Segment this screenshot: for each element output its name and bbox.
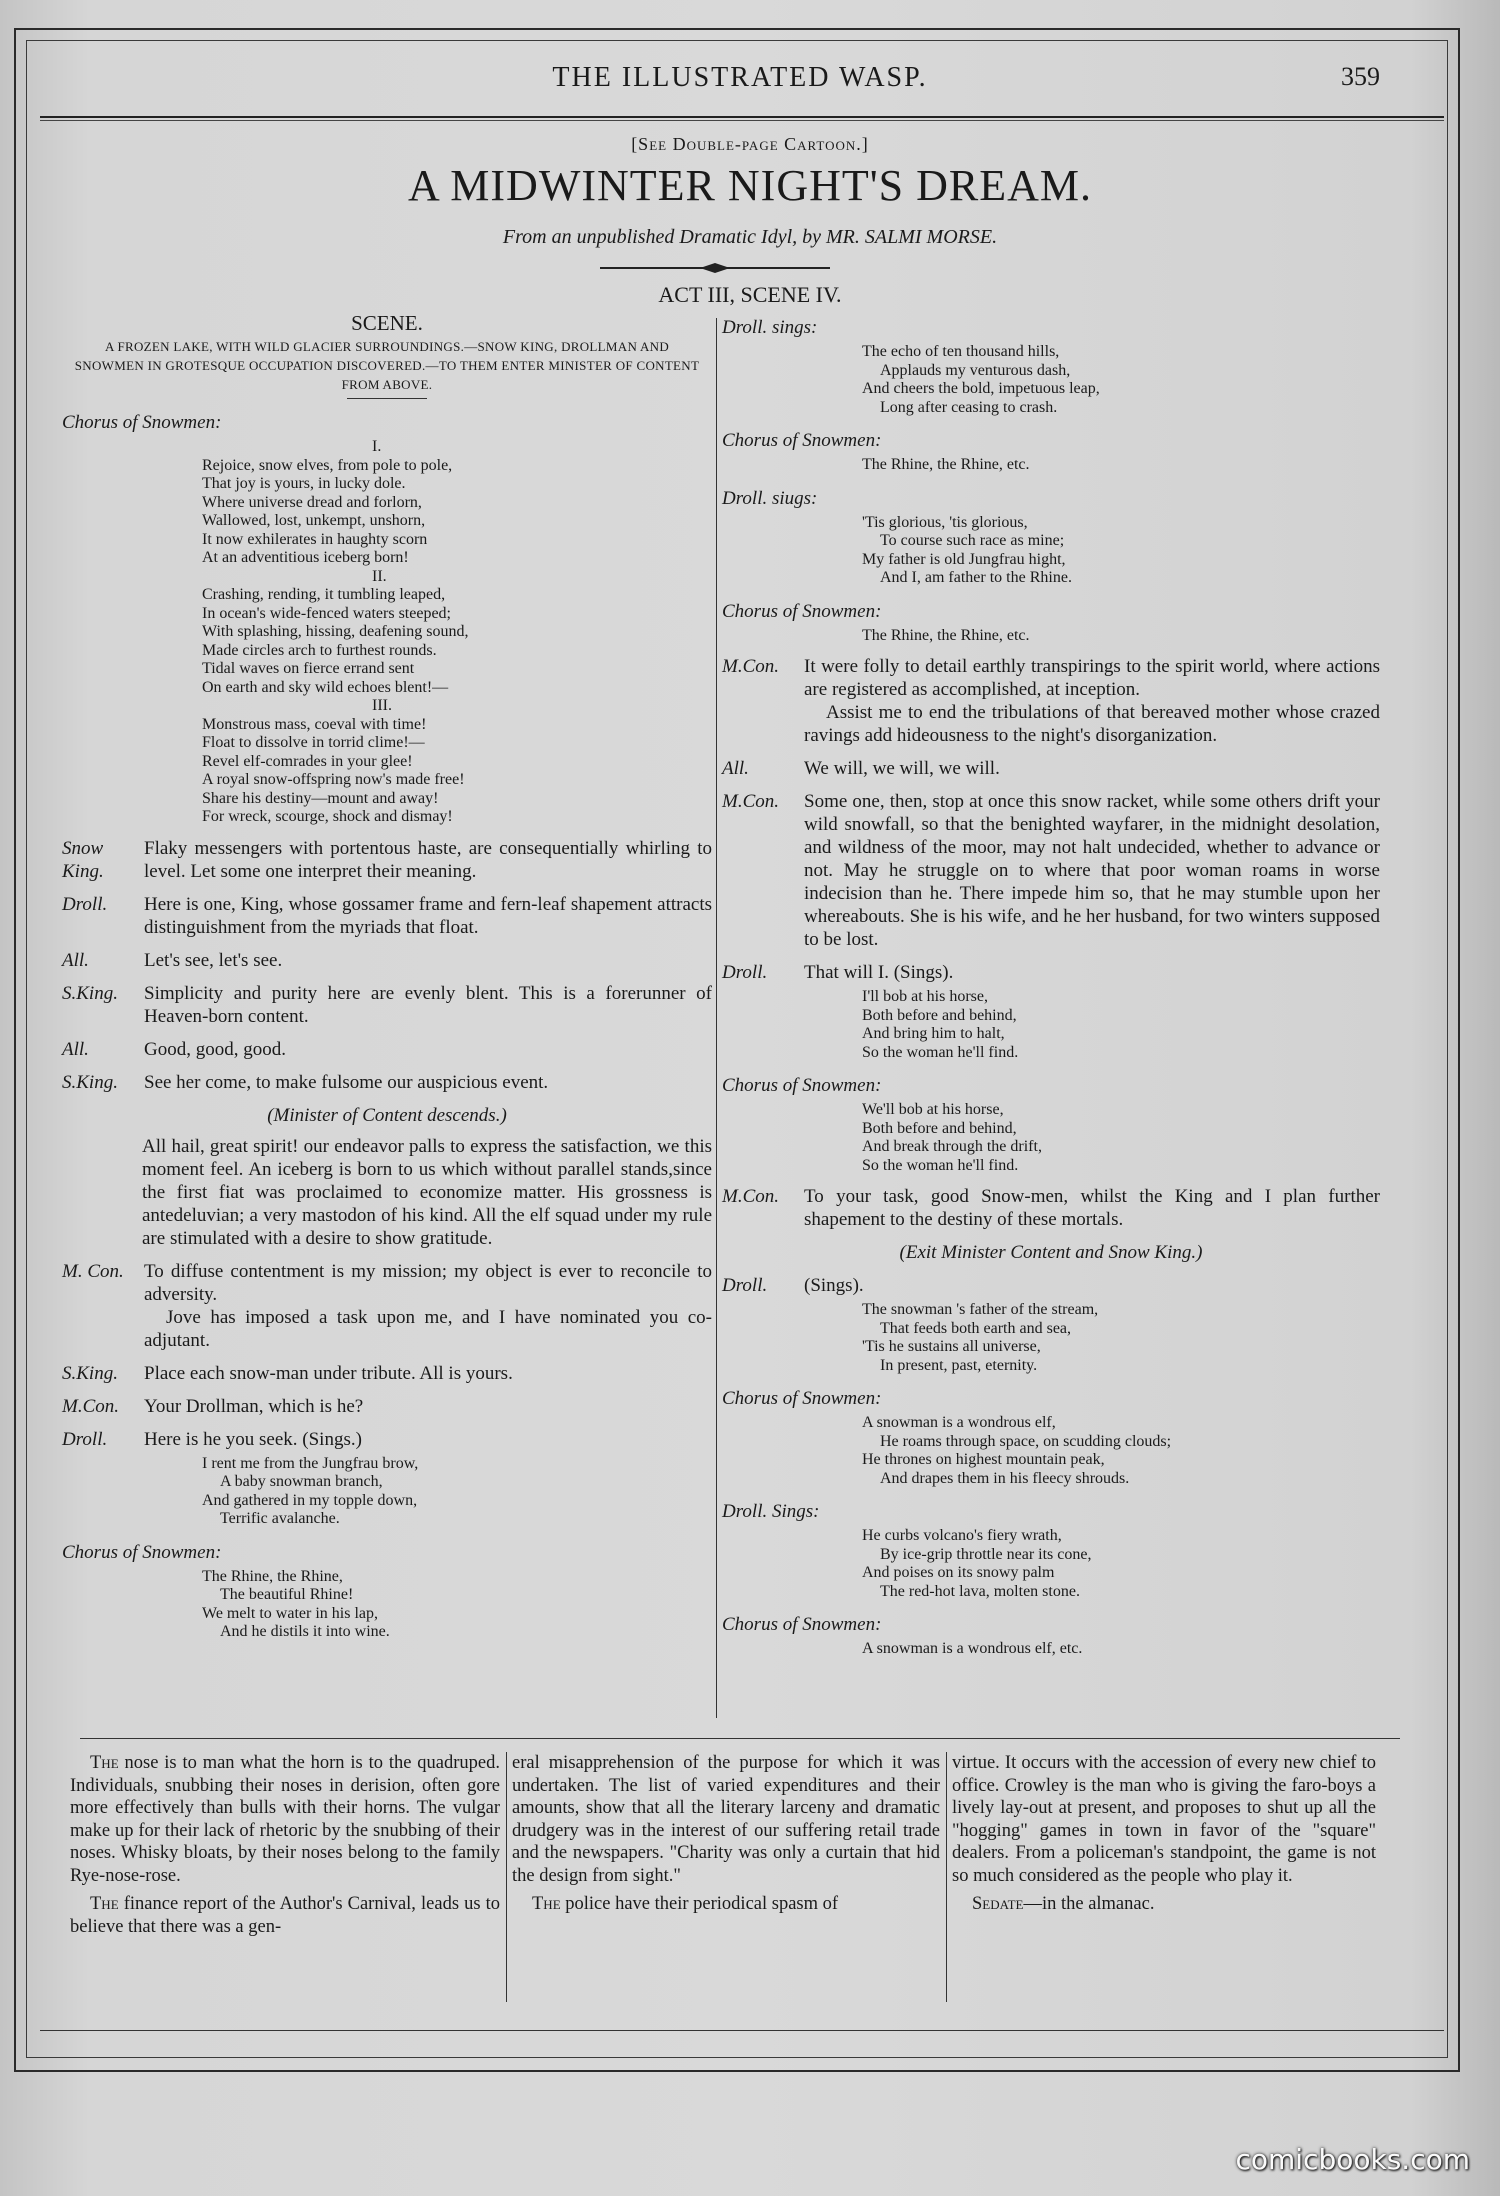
speech-text: Let's see, let's see. bbox=[144, 949, 283, 971]
paragraph-text: virtue. It occurs with the accession of every new chief to office. Crowley is the man who is giving the faro-boys a lively lay-out at present, and proposes to shut up all the "hogging" games in town in favor of the "square" dealers. From a policeman's standpoint, the game is not so much considered as the people who play it. bbox=[952, 1753, 1376, 1886]
speech-text: See her come, to make fulsome our auspicious event. bbox=[144, 1071, 549, 1093]
left-column bbox=[62, 312, 712, 1642]
verse-block bbox=[862, 343, 1380, 417]
verse-line: The echo of ten thousand hills, bbox=[862, 343, 1060, 360]
speech bbox=[62, 1395, 712, 1418]
paragraph-text: —in the almanac. bbox=[1023, 1894, 1155, 1914]
verse-line: Rejoice, snow elves, from pole to pole, bbox=[202, 456, 453, 474]
speech-text: It were folly to detail earthly transpirings to the spirit world, where actions are registered as accomplished, at inception. bbox=[804, 656, 1380, 700]
verse-block bbox=[862, 456, 1380, 475]
verse-line: That joy is yours, in lucky dole. bbox=[202, 475, 406, 492]
speech-text: (Sings). bbox=[804, 1275, 864, 1296]
verse-line: That feeds both earth and sea, bbox=[880, 1319, 1072, 1337]
verse-line: Terrific avalanche. bbox=[220, 1510, 340, 1527]
paragraph-column bbox=[512, 1752, 940, 1916]
verse-block bbox=[862, 1414, 1380, 1488]
speech bbox=[722, 790, 1380, 951]
lead-word: The bbox=[90, 1894, 119, 1914]
speech bbox=[722, 1185, 1380, 1231]
verse-line: He roams through space, on scudding clouds; bbox=[880, 1432, 1172, 1450]
speaker-label: Droll. sings: bbox=[722, 317, 818, 338]
speech-text: All hail, great spirit! our endeavor palls to express the satisfaction, we this moment feel. An iceberg is born to us which without parallel stands,since the first fiat was proclaimed to economize matter. His grossness is antedeluvian; a very mastodon of his kind. All the elf squad under my rule are stimulated with a desire to show gratitude. bbox=[142, 1135, 712, 1249]
ornament-divider bbox=[600, 262, 830, 274]
right-column bbox=[722, 316, 1380, 1659]
verse-line: And gathered in my topple down, bbox=[202, 1491, 418, 1509]
verse-line: And he distils it into wine. bbox=[220, 1623, 390, 1640]
masthead-rule-thin bbox=[40, 120, 1444, 121]
verse-line: For wreck, scourge, shock and dismay! bbox=[202, 808, 453, 825]
verse-line: In present, past, eternity. bbox=[880, 1356, 1038, 1374]
verse-line: III. bbox=[372, 697, 392, 714]
short-rule bbox=[347, 398, 427, 399]
verse-line: Wallowed, lost, unkempt, unshorn, bbox=[202, 512, 426, 529]
speaker: All. bbox=[722, 758, 749, 779]
speaker: M.Con. bbox=[722, 656, 779, 677]
verse-line: I rent me from the Jungfrau brow, bbox=[202, 1454, 419, 1472]
speech-text: That will I. (Sings). bbox=[804, 962, 954, 983]
speaker: S.King. bbox=[62, 1362, 118, 1384]
speaker: Droll. bbox=[62, 893, 108, 915]
speech-text: Here is he you seek. (Sings.) bbox=[144, 1428, 362, 1450]
speech-text: To your task, good Snow-men, whilst the King and I plan further shapement to the destiny of these mortals. bbox=[804, 1186, 1380, 1230]
verse-line: Crashing, rending, it tumbling leaped, bbox=[202, 586, 446, 603]
verse-line: Both before and behind, bbox=[862, 1006, 1017, 1024]
verse-line: We'll bob at his horse, bbox=[862, 1101, 1004, 1118]
paragraph-text: eral misapprehension of the purpose for which it was undertaken. The list of varied expenditures and their amounts, show that all the literary larceny and dramatic drudgery was in the interest of our suffering retail trade and the newspapers. "Charity was only a curtain that hid the design from sight." bbox=[512, 1753, 940, 1886]
lead-word: The bbox=[90, 1753, 119, 1773]
column-divider bbox=[716, 318, 717, 1718]
verse-block bbox=[202, 1568, 712, 1642]
masthead bbox=[40, 62, 1440, 102]
publication-title: THE ILLUSTRATED WASP. bbox=[552, 62, 928, 93]
verse-line: I'll bob at his horse, bbox=[862, 988, 988, 1005]
verse-line: A snowman is a wondrous elf, bbox=[862, 1414, 1056, 1431]
verse-line: Monstrous mass, coeval with time! bbox=[202, 715, 427, 733]
speaker: All. bbox=[62, 1038, 89, 1060]
speech-text: Your Drollman, which is he? bbox=[144, 1395, 364, 1417]
verse-line: A royal snow-offspring now's made free! bbox=[202, 771, 465, 788]
watermark: comicbooks.com bbox=[1235, 2143, 1470, 2176]
verse-block bbox=[862, 1527, 1380, 1601]
verse-block bbox=[202, 438, 712, 827]
speaker-label: Chorus of Snowmen: bbox=[722, 1075, 882, 1096]
speech-text: Flaky messengers with portentous haste, are consequentially whirling to level. Let some one interpret their meaning. bbox=[144, 837, 712, 882]
verse-line: So the woman he'll find. bbox=[862, 1043, 1019, 1061]
speech bbox=[62, 1260, 712, 1352]
verse-block bbox=[862, 1301, 1380, 1375]
speech bbox=[62, 1038, 712, 1061]
section-rule bbox=[80, 1738, 1400, 1739]
speech bbox=[62, 982, 712, 1028]
paragraph-text: nose is to man what the horn is to the quadruped. Individuals, snubbing their noses in derision, often gore more effectively than bulls with their horns. The vulgar make up for their lack of rhetoric by the snubbing of their noses. Whisky bloats, by their noses belong to the family Rye-nose-rose. bbox=[70, 1753, 500, 1886]
speaker: S.King. bbox=[62, 982, 118, 1004]
column-divider bbox=[946, 1752, 947, 2002]
verse-line: Long after ceasing to crash. bbox=[880, 398, 1058, 416]
verse-line: My father is old Jungfrau hight, bbox=[862, 550, 1066, 568]
verse-line: Tidal waves on fierce errand sent bbox=[202, 660, 415, 677]
speaker-label: Chorus of Snowmen: bbox=[722, 430, 882, 451]
verse-line: Both before and behind, bbox=[862, 1119, 1017, 1137]
verse-line: Float to dissolve in torrid clime!— bbox=[202, 734, 425, 751]
act-heading: ACT III, SCENE IV. bbox=[658, 282, 842, 307]
speaker-label: Droll. siugs: bbox=[722, 487, 818, 509]
bottom-rule bbox=[40, 2030, 1444, 2031]
speaker: M.Con. bbox=[722, 1186, 779, 1207]
speech bbox=[722, 757, 1380, 780]
paragraph-column bbox=[70, 1752, 500, 1938]
verse-line: Revel elf-comrades in your glee! bbox=[202, 752, 413, 770]
speech bbox=[62, 1428, 712, 1451]
speaker-label: Chorus of Snowmen: bbox=[722, 1388, 882, 1409]
lead-word: The bbox=[532, 1894, 561, 1914]
verse-line: At an adventitious iceberg born! bbox=[202, 549, 409, 566]
byline: From an unpublished Dramatic Idyl, by MR. SALMI MORSE. bbox=[502, 226, 998, 248]
verse-line: And I, am father to the Rhine. bbox=[880, 569, 1072, 586]
speech-text: Some one, then, stop at once this snow racket, while some others drift your wild snowfall, so that the benighted wayfarer, in the midnight desolation, and wildness of the moor, may not halt undecided, whether to advance or not. May he struggle on to where that poor woman roams in worse indecision than he. There impede him so, that he may stumble upon her whereabouts. She is his wife, and he her husband, for two winters supposed to be lost. bbox=[804, 791, 1380, 950]
verse-block bbox=[862, 1101, 1380, 1175]
paragraph-text: police have their periodical spasm of bbox=[565, 1894, 839, 1914]
lead-word: Sedate bbox=[972, 1894, 1024, 1914]
speaker: All. bbox=[62, 949, 89, 971]
verse-line: And bring him to halt, bbox=[862, 1025, 1005, 1042]
verse-line: 'Tis glorious, 'tis glorious, bbox=[862, 513, 1028, 531]
speech-text: Assist me to end the tribulations of that bereaved mother whose crazed ravings add hideousness to the night's disorganization. bbox=[804, 702, 1380, 746]
verse-line: A baby snowman branch, bbox=[220, 1473, 383, 1490]
verse-line: Share his destiny—mount and away! bbox=[202, 789, 439, 807]
speech bbox=[62, 1362, 712, 1385]
verse-line: Applauds my venturous dash, bbox=[880, 361, 1071, 379]
speaker: M.Con. bbox=[722, 791, 779, 812]
article-headline: A MIDWINTER NIGHT'S DREAM. bbox=[407, 161, 1093, 210]
verse-line: And poises on its snowy palm bbox=[862, 1564, 1055, 1581]
verse-line: The Rhine, the Rhine, etc. bbox=[862, 456, 1030, 473]
verse-line: And cheers the bold, impetuous leap, bbox=[862, 380, 1100, 397]
verse-line: A snowman is a wondrous elf, etc. bbox=[862, 1640, 1083, 1657]
verse-line: To course such race as mine; bbox=[880, 532, 1065, 549]
speaker: Droll. bbox=[722, 1275, 768, 1296]
verse-line: We melt to water in his lap, bbox=[202, 1604, 378, 1622]
speech-text: Place each snow-man under tribute. All is yours. bbox=[144, 1362, 513, 1384]
paragraph-column bbox=[952, 1752, 1376, 1916]
scene-description: A FROZEN LAKE, WITH WILD GLACIER SURROUNDINGS.—SNOW KING, DROLLMAN AND SNOWMEN IN GROTESQUE OCCUPATION DISCOVERED.—TO THEM ENTER MINISTER OF CONTENT FROM ABOVE. bbox=[74, 339, 700, 392]
speech-text: To diffuse contentment is my mission; my object is ever to reconcile to adversity. bbox=[144, 1260, 712, 1305]
speaker-label: Chorus of Snowmen: bbox=[722, 600, 882, 622]
speech bbox=[722, 655, 1380, 747]
verse-line: He curbs volcano's fiery wrath, bbox=[862, 1527, 1062, 1544]
verse-line: With splashing, hissing, deafening sound, bbox=[202, 623, 469, 640]
verse-line: II. bbox=[372, 567, 387, 585]
verse-line: By ice-grip throttle near its cone, bbox=[880, 1545, 1092, 1563]
verse-block bbox=[202, 1455, 712, 1529]
speaker-label: Chorus of Snowmen: bbox=[62, 1541, 222, 1563]
speech bbox=[722, 1274, 1380, 1297]
verse-block bbox=[862, 627, 1380, 646]
verse-block bbox=[862, 1640, 1380, 1659]
speaker: Droll. bbox=[62, 1428, 108, 1450]
page-number: 359 bbox=[1341, 62, 1380, 91]
verse-line: In ocean's wide-fenced waters steeped; bbox=[202, 604, 451, 622]
speech bbox=[62, 893, 712, 939]
verse-line: It now exhilerates in haughty scorn bbox=[202, 530, 428, 548]
speech-text: Jove has imposed a task upon me, and I have nominated you co-adjutant. bbox=[144, 1306, 712, 1351]
speaker: S.King. bbox=[62, 1071, 118, 1093]
speaker: M.Con. bbox=[62, 1395, 119, 1417]
speaker: Droll. bbox=[722, 962, 768, 983]
speech bbox=[62, 837, 712, 883]
verse-line: I. bbox=[372, 438, 382, 455]
speaker-label: Chorus of Snowmen: bbox=[62, 412, 222, 433]
speech bbox=[62, 949, 712, 972]
verse-line: Where universe dread and forlorn, bbox=[202, 493, 422, 511]
speech bbox=[722, 961, 1380, 984]
speaker: M. Con. bbox=[62, 1260, 124, 1282]
verse-line: 'Tis he sustains all universe, bbox=[862, 1338, 1041, 1355]
paragraph-text: finance report of the Author's Carnival, leads us to believe that there was a gen- bbox=[70, 1894, 500, 1937]
verse-line: And break through the drift, bbox=[862, 1138, 1042, 1155]
see-note: [See Double-page Cartoon.] bbox=[631, 134, 869, 154]
verse-line: The snowman 's father of the stream, bbox=[862, 1301, 1099, 1318]
verse-line: The red-hot lava, molten stone. bbox=[880, 1582, 1080, 1600]
speech-text: Good, good, good. bbox=[144, 1038, 286, 1060]
speech-text: We will, we will, we will. bbox=[804, 758, 1000, 779]
verse-line: On earth and sky wild echoes blent!— bbox=[202, 678, 449, 696]
column-divider bbox=[506, 1752, 507, 2002]
speaker-label: Chorus of Snowmen: bbox=[722, 1614, 882, 1635]
speech-text: Simplicity and purity here are evenly blent. This is a forerunner of Heaven-born content. bbox=[144, 982, 712, 1027]
verse-line: The Rhine, the Rhine, bbox=[202, 1567, 343, 1585]
scene-heading: SCENE. bbox=[351, 311, 423, 335]
speech-text: Here is one, King, whose gossamer frame and fern-leaf shapement attracts distinguishment from the myriads that float. bbox=[144, 893, 712, 938]
speech bbox=[62, 1071, 712, 1094]
masthead-rule bbox=[40, 116, 1444, 118]
verse-line: Made circles arch to furthest rounds. bbox=[202, 641, 437, 659]
speaker: Snow King. bbox=[62, 837, 104, 882]
speaker-label: Droll. Sings: bbox=[722, 1501, 820, 1522]
verse-line: The beautiful Rhine! bbox=[220, 1586, 354, 1603]
stage-direction: (Exit Minister Content and Snow King.) bbox=[899, 1242, 1203, 1263]
verse-block bbox=[862, 988, 1380, 1062]
verse-line: So the woman he'll find. bbox=[862, 1156, 1019, 1174]
verse-block bbox=[862, 514, 1380, 588]
stage-direction: (Minister of Content descends.) bbox=[267, 1104, 507, 1126]
verse-line: He thrones on highest mountain peak, bbox=[862, 1451, 1105, 1468]
verse-line: And drapes them in his fleecy shrouds. bbox=[880, 1469, 1130, 1487]
verse-line: The Rhine, the Rhine, etc. bbox=[862, 626, 1030, 644]
